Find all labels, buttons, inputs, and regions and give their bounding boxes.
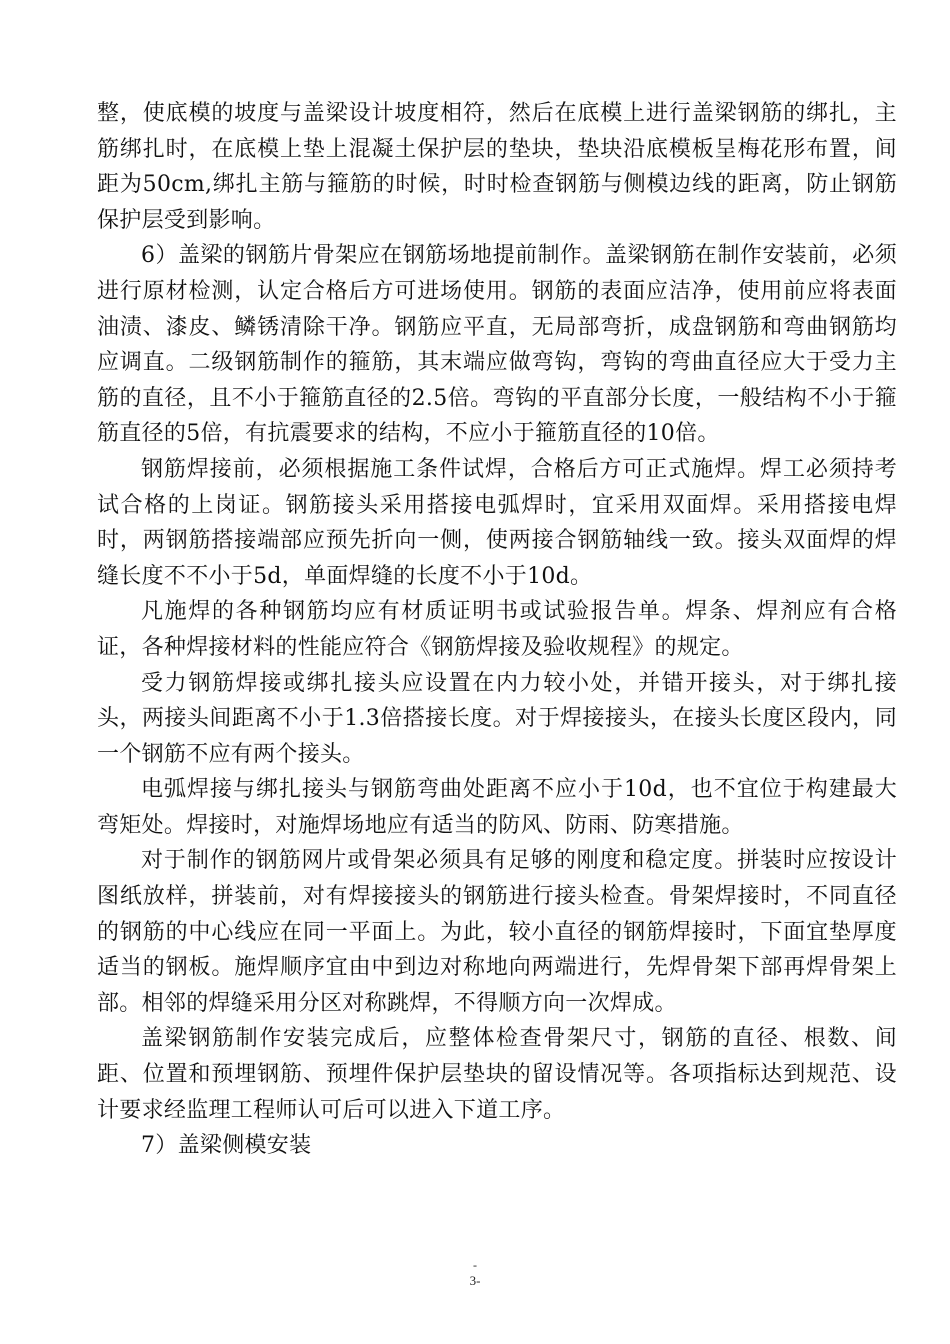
paragraph-material-certificate: 凡施焊的各种钢筋均应有材质证明书或试验报告单。焊条、焊剂应有合格证，各种焊接材料的性能应符合《钢筋焊接及验收规程》的规定。 — [97, 599, 897, 660]
paragraph-inspection: 盖梁钢筋制作安装完成后，应整体检查骨架尺寸，钢筋的直径、根数、间距、位置和预埋钢筋、预埋件保护层垫块的留设情况等。各项指标达到规范、设计要求经监理工程师认可后可以进入下道工序。 — [97, 1026, 897, 1123]
paragraph-continuation: 整，使底模的坡度与盖梁设计坡度相符，然后在底模上进行盖梁钢筋的绑扎，主筋绑扎时，在底模上垫上混凝土保护层的垫块，垫块沿底模板呈梅花形布置，间距为50cm,绑扎主筋与箍筋的时候，时时检查钢筋与侧模边线的距离，防止钢筋保护层受到影响。 — [97, 101, 897, 233]
paragraph-arc-welding: 电弧焊接与绑扎接头与钢筋弯曲处距离不应小于10d，也不宜位于构建最大弯矩处。焊接时，对施焊场地应有适当的防风、防雨、防寒措施。 — [97, 777, 897, 838]
paragraph-welding-trial: 钢筋焊接前，必须根据施工条件试焊，合格后方可正式施焊。焊工必须持考试合格的上岗证。钢筋接头采用搭接电弧焊时，宜采用双面焊。采用搭接电焊时，两钢筋搭接端部应预先折向一侧，使两接合钢筋轴线一致。接头双面焊的焊缝长度不不小于5d，单面焊缝的长度不小于10d。 — [97, 456, 897, 589]
section-heading-side-formwork: 7）盖梁侧模安装 — [141, 1133, 312, 1159]
body-text — [97, 96, 897, 1164]
footer-dash: - — [473, 1258, 477, 1272]
paragraph-mesh-skeleton: 对于制作的钢筋网片或骨架必须具有足够的刚度和稳定度。拼装时应按设计图纸放样，拼装前，对有焊接接头的钢筋进行接头检查。骨架焊接时，不同直径的钢筋的中心线应在同一平面上。为此，较小直径的钢筋焊接时，下面宜垫厚度适当的钢板。施焊顺序宜由中到边对称地向两端进行，先焊骨架下部再焊骨架上部。相邻的焊缝采用分区对称跳焊，不得顺方向一次焊成。 — [97, 848, 897, 1016]
paragraph-rebar-skeleton: 6）盖梁的钢筋片骨架应在钢筋场地提前制作。盖梁钢筋在制作安装前，必须进行原材检测，认定合格后方可进场使用。钢筋的表面应洁净，使用前应将表面油渍、漆皮、鳞锈清除干净。钢筋应平直，无局部弯折，成盘钢筋和弯曲钢筋均应调直。二级钢筋制作的箍筋，其末端应做弯钩，弯钩的弯曲直径应大于受力主筋的直径，且不小于箍筋直径的2.5倍。弯钩的平直部分长度，一般结构不小于箍筋直径的5倍，有抗震要求的结构，不应小于箍筋直径的10倍。 — [97, 243, 897, 447]
paragraph-joint-placement: 受力钢筋焊接或绑扎接头应设置在内力较小处，并错开接头，对于绑扎接头，两接头间距离不小于1.3倍搭接长度。对于焊接接头，在接头长度区段内，同一个钢筋不应有两个接头。 — [97, 670, 897, 767]
page-number: 3- — [469, 1273, 481, 1288]
